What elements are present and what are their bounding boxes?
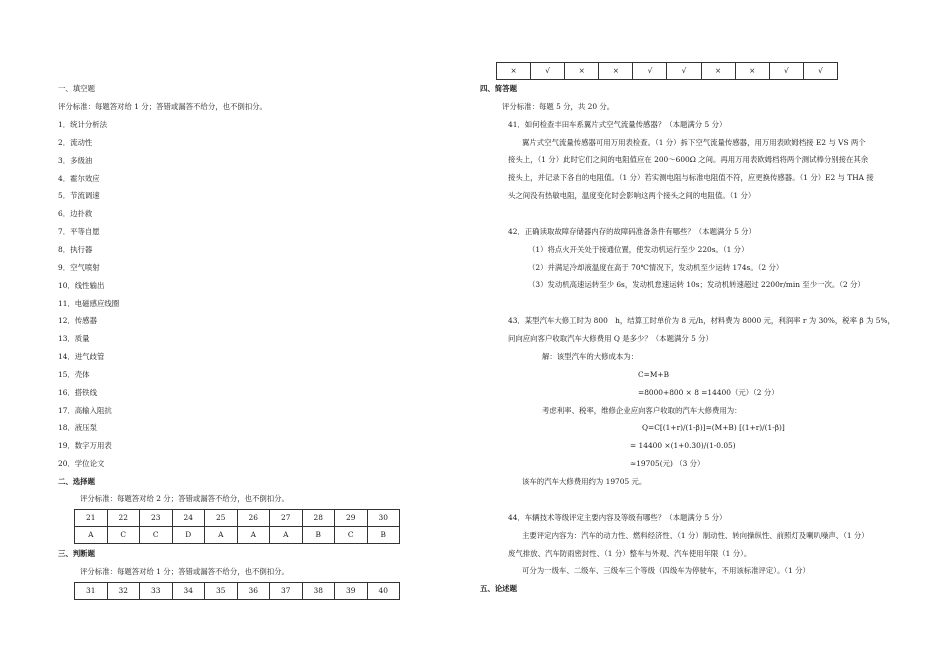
choice-answer-cell: B bbox=[367, 527, 400, 544]
fill-answer-item: 19．数字万用表 bbox=[58, 441, 112, 451]
choice-answer-cell: A bbox=[270, 527, 303, 544]
q43-consider: 考虑利率、税率，维修企业应向客户收取的汽车大修费用为： bbox=[542, 406, 742, 415]
judge-number-table bbox=[74, 582, 400, 600]
judge-answer-cell: × bbox=[599, 63, 633, 80]
q42-line: （1）将点火开关处于接通位置，使发动机运行至少 220s。（1 分） bbox=[528, 245, 749, 254]
choice-number-cell: 24 bbox=[172, 510, 205, 527]
judge-number-cell: 35 bbox=[205, 583, 238, 600]
section3-criteria: 评分标准：每题答对给 1 分；答错或漏答不给分，也不倒扣分。 bbox=[80, 567, 289, 576]
q44-line: 可分为一级车、二级车、三级车三个等级（四级车为停驶车，不用该标准评定）。（1 分） bbox=[522, 566, 810, 575]
section1-criteria: 评分标准：每题答对给 1 分；答错或漏答不给分，也不倒扣分。 bbox=[58, 102, 267, 111]
q43-line: 问向应向客户收取汽车大修费用 Q 是多少？（本题满分 5 分） bbox=[508, 334, 713, 343]
choice-answer-table bbox=[74, 509, 400, 544]
judge-number-cell: 32 bbox=[107, 583, 140, 600]
fill-answer-item: 3．多级油 bbox=[58, 155, 93, 165]
fill-answer-item: 18．液压泵 bbox=[58, 423, 97, 433]
choice-number-cell: 28 bbox=[302, 510, 335, 527]
q43-formula: = 14400 ×(1+0.30)/(1-0.05) bbox=[630, 441, 736, 450]
judge-answer-cell: √ bbox=[633, 63, 667, 80]
judge-number-cell: 38 bbox=[302, 583, 335, 600]
fill-answer-item: 11．电磁感应线圈 bbox=[58, 298, 120, 308]
q44-line: 废气排放、汽车防雨密封性、（1 分）整车与外观、汽车使用年限（1 分）。 bbox=[508, 549, 752, 558]
fill-answer-item: 2．流动性 bbox=[58, 137, 93, 147]
choice-answer-cell: A bbox=[237, 527, 270, 544]
q41-title: 41．如何检查丰田车系翼片式空气流量传感器？（本题满分 5 分） bbox=[508, 120, 727, 129]
choice-number-cell: 29 bbox=[335, 510, 368, 527]
choice-answer-cell: A bbox=[75, 527, 108, 544]
fill-answer-item: 13．质量 bbox=[58, 334, 90, 344]
judge-answer-row bbox=[497, 63, 838, 80]
q41-line: 翼片式空气流量传感器可用万用表检查。（1 分）拆下空气流量传感器，用万用表欧姆档接 E2 与 VS 两个 bbox=[522, 138, 866, 147]
section2-title: 二、选择题 bbox=[58, 477, 95, 486]
judge-number-cell: 40 bbox=[367, 583, 400, 600]
q44-title: 44．车辆技术等级评定主要内容及等级有哪些？（本题满分 5 分） bbox=[508, 513, 727, 522]
judge-number-row bbox=[75, 583, 400, 600]
fill-answer-item: 8．执行器 bbox=[58, 244, 93, 254]
judge-answer-cell: × bbox=[565, 63, 599, 80]
q43-formula: =8000+800 × 8 =14400（元）（2 分） bbox=[638, 388, 779, 397]
fill-answer-item: 1．统计分析法 bbox=[58, 120, 108, 129]
q43-solution: 解：该型汽车的大修成本为： bbox=[542, 352, 639, 361]
choice-number-cell: 21 bbox=[75, 510, 108, 527]
q43-conclusion: 该车的汽车大修费用约为 19705 元。 bbox=[522, 477, 647, 486]
judge-answer-cell: × bbox=[497, 63, 531, 80]
fill-answer-item: 9．空气喷射 bbox=[58, 262, 100, 272]
judge-number-cell: 37 bbox=[270, 583, 303, 600]
fill-answer-item: 15．壳体 bbox=[58, 369, 90, 379]
choice-number-cell: 25 bbox=[205, 510, 238, 527]
judge-answer-cell: × bbox=[701, 63, 735, 80]
section5-title: 五、论述题 bbox=[480, 584, 517, 593]
q42-line: （2）并满足冷却液温度在高于 70℃情况下，发动机至少运转 174s。（2 分） bbox=[528, 263, 784, 272]
choice-answer-cell: C bbox=[107, 527, 140, 544]
choice-answer-row bbox=[75, 527, 400, 544]
fill-answer-item: 5．节流调速 bbox=[58, 191, 100, 201]
judge-answer-cell: √ bbox=[667, 63, 701, 80]
q43-formula: Q=C[(1+r)/(1-β)]=(M+B) [(1+r)/(1-β)] bbox=[642, 423, 785, 432]
choice-answer-cell: C bbox=[140, 527, 173, 544]
fill-answer-item: 6．边扑救 bbox=[58, 209, 93, 219]
section1-title: 一、填空题 bbox=[58, 84, 95, 93]
judge-number-cell: 39 bbox=[335, 583, 368, 600]
fill-answer-item: 12．传感器 bbox=[58, 316, 97, 326]
q42-line: （3）发动机高速运转至少 6s，发动机怠速运转 10s；发动机转速超过 2200r/min 至少一次。（2 分） bbox=[528, 280, 865, 289]
fill-answer-item: 20．学位论文 bbox=[58, 459, 105, 469]
choice-number-cell: 26 bbox=[237, 510, 270, 527]
section3-title: 三、判断题 bbox=[58, 549, 95, 558]
choice-number-cell: 23 bbox=[140, 510, 173, 527]
judge-number-cell: 34 bbox=[172, 583, 205, 600]
fill-answer-item: 16．搭铁线 bbox=[58, 387, 97, 397]
fill-answer-item: 17．高输入阻抗 bbox=[58, 405, 112, 415]
q43-formula: C=M+B bbox=[638, 370, 670, 379]
choice-number-cell: 22 bbox=[107, 510, 140, 527]
judge-answer-cell: √ bbox=[803, 63, 837, 80]
q41-line: 接头上，（1 分）此时它们之间的电阻值应在 200～600Ω 之间。再用万用表欧姆档将两个测试棒分别接在其余 bbox=[508, 155, 869, 164]
section4-criteria: 评分标准：每题 5 分，共 20 分。 bbox=[502, 102, 615, 111]
q43-line: 43．某型汽车大修工时为 800 h，结算工时单价为 8 元/h，材料费为 8000 元，利润率 r 为 30%，税率 β 为 5%， bbox=[508, 316, 895, 325]
fill-answer-item: 10．线性输出 bbox=[58, 280, 105, 290]
judge-answer-cell: × bbox=[735, 63, 769, 80]
choice-answer-cell: C bbox=[335, 527, 368, 544]
judge-answer-cell: √ bbox=[531, 63, 565, 80]
judge-number-cell: 33 bbox=[140, 583, 173, 600]
q44-line: 主要评定内容为：汽车的动力性、燃料经济性、（1 分）制动性、转向操纵性、前照灯及喇叭噪声、（1 分） bbox=[522, 531, 869, 540]
choice-answer-cell: A bbox=[205, 527, 238, 544]
choice-number-cell: 27 bbox=[270, 510, 303, 527]
judge-number-cell: 31 bbox=[75, 583, 108, 600]
q41-line: 头之间没有热敏电阻，温度变化时会影响这两个接头之间的电阻值。（1 分） bbox=[508, 191, 756, 200]
judge-number-cell: 36 bbox=[237, 583, 270, 600]
choice-number-row bbox=[75, 510, 400, 527]
section2-criteria: 评分标准：每题答对给 2 分；答错或漏答不给分，也不倒扣分。 bbox=[80, 494, 289, 503]
q42-title: 42．正确读取故障存储器内存的故障码准备条件有哪些？（本题满分 5 分） bbox=[508, 227, 756, 236]
fill-answer-item: 14．进气歧管 bbox=[58, 352, 105, 362]
q41-line: 接头上，并记录下各自的电阻值。（1 分）若实测电阻与标准电阻值不符，应更换传感器。（1 分）E2 与 THA 接 bbox=[508, 173, 874, 182]
choice-answer-cell: D bbox=[172, 527, 205, 544]
judge-answer-cell: √ bbox=[769, 63, 803, 80]
choice-number-cell: 30 bbox=[367, 510, 400, 527]
fill-answer-item: 4．霍尔效应 bbox=[58, 173, 100, 183]
section4-title: 四、简答题 bbox=[480, 84, 517, 93]
judge-answer-table bbox=[496, 62, 838, 80]
q43-formula: ≈19705(元) （3 分） bbox=[630, 459, 705, 468]
choice-answer-cell: B bbox=[302, 527, 335, 544]
fill-answer-item: 7．平等自愿 bbox=[58, 227, 100, 237]
